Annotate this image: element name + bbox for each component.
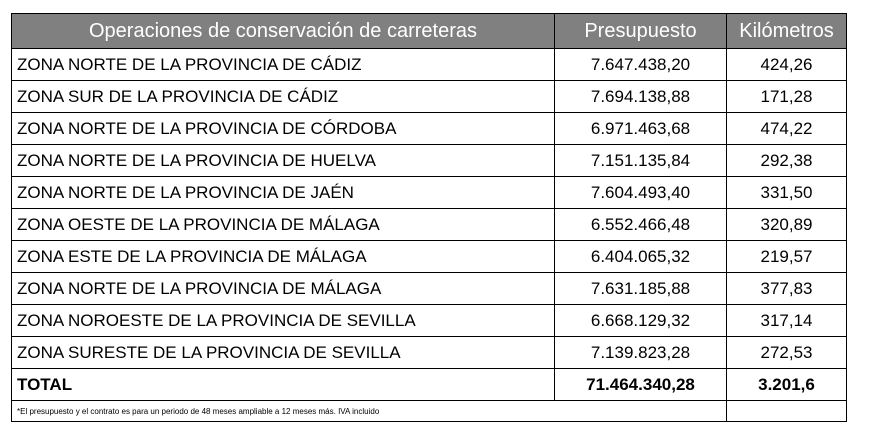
budget-cell: 6.668.129,32	[555, 305, 727, 337]
table-row	[12, 209, 847, 241]
km-cell: 320,89	[727, 209, 847, 241]
zone-cell: ZONA NORTE DE LA PROVINCIA DE CÁDIZ	[12, 49, 555, 81]
table-row	[12, 273, 847, 305]
table-row	[12, 337, 847, 369]
km-cell: 317,14	[727, 305, 847, 337]
footnote: *El presupuesto y el contrato es para un periodo de 48 meses ampliable a 12 meses más. IVA incluido	[12, 401, 727, 422]
zone-cell: ZONA NORTE DE LA PROVINCIA DE MÁLAGA	[12, 273, 555, 305]
header-budget: Presupuesto	[555, 14, 727, 49]
zone-cell: ZONA NORTE DE LA PROVINCIA DE JAÉN	[12, 177, 555, 209]
budget-cell: 7.694.138,88	[555, 81, 727, 113]
zone-cell: ZONA ESTE DE LA PROVINCIA DE MÁLAGA	[12, 241, 555, 273]
zone-cell: ZONA NOROESTE DE LA PROVINCIA DE SEVILLA	[12, 305, 555, 337]
table-row	[12, 145, 847, 177]
budget-cell: 6.552.466,48	[555, 209, 727, 241]
zone-cell: ZONA SUR DE LA PROVINCIA DE CÁDIZ	[12, 81, 555, 113]
budget-cell: 6.404.065,32	[555, 241, 727, 273]
km-cell: 331,50	[727, 177, 847, 209]
total-label: TOTAL	[12, 369, 555, 401]
zone-cell: ZONA OESTE DE LA PROVINCIA DE MÁLAGA	[12, 209, 555, 241]
footnote-empty-cell	[727, 401, 847, 422]
budget-cell: 7.631.185,88	[555, 273, 727, 305]
table-row	[12, 81, 847, 113]
zone-cell: ZONA SURESTE DE LA PROVINCIA DE SEVILLA	[12, 337, 555, 369]
table-container	[11, 13, 847, 422]
header-km: Kilómetros	[727, 14, 847, 49]
budget-cell: 7.604.493,40	[555, 177, 727, 209]
header-row	[12, 14, 847, 49]
budget-cell: 7.647.438,20	[555, 49, 727, 81]
budget-cell: 6.971.463,68	[555, 113, 727, 145]
km-cell: 424,26	[727, 49, 847, 81]
table-row	[12, 113, 847, 145]
table-row	[12, 241, 847, 273]
budget-cell: 7.151.135,84	[555, 145, 727, 177]
km-cell: 272,53	[727, 337, 847, 369]
footnote-row	[12, 401, 847, 422]
km-cell: 474,22	[727, 113, 847, 145]
header-operation: Operaciones de conservación de carreteras	[12, 14, 555, 49]
km-cell: 377,83	[727, 273, 847, 305]
zone-cell: ZONA NORTE DE LA PROVINCIA DE HUELVA	[12, 145, 555, 177]
total-budget: 71.464.340,28	[555, 369, 727, 401]
table-row	[12, 49, 847, 81]
total-row	[12, 369, 847, 401]
total-km: 3.201,6	[727, 369, 847, 401]
km-cell: 292,38	[727, 145, 847, 177]
zone-cell: ZONA NORTE DE LA PROVINCIA DE CÓRDOBA	[12, 113, 555, 145]
km-cell: 171,28	[727, 81, 847, 113]
roads-conservation-table	[11, 13, 847, 422]
km-cell: 219,57	[727, 241, 847, 273]
table-row	[12, 305, 847, 337]
table-row	[12, 177, 847, 209]
budget-cell: 7.139.823,28	[555, 337, 727, 369]
